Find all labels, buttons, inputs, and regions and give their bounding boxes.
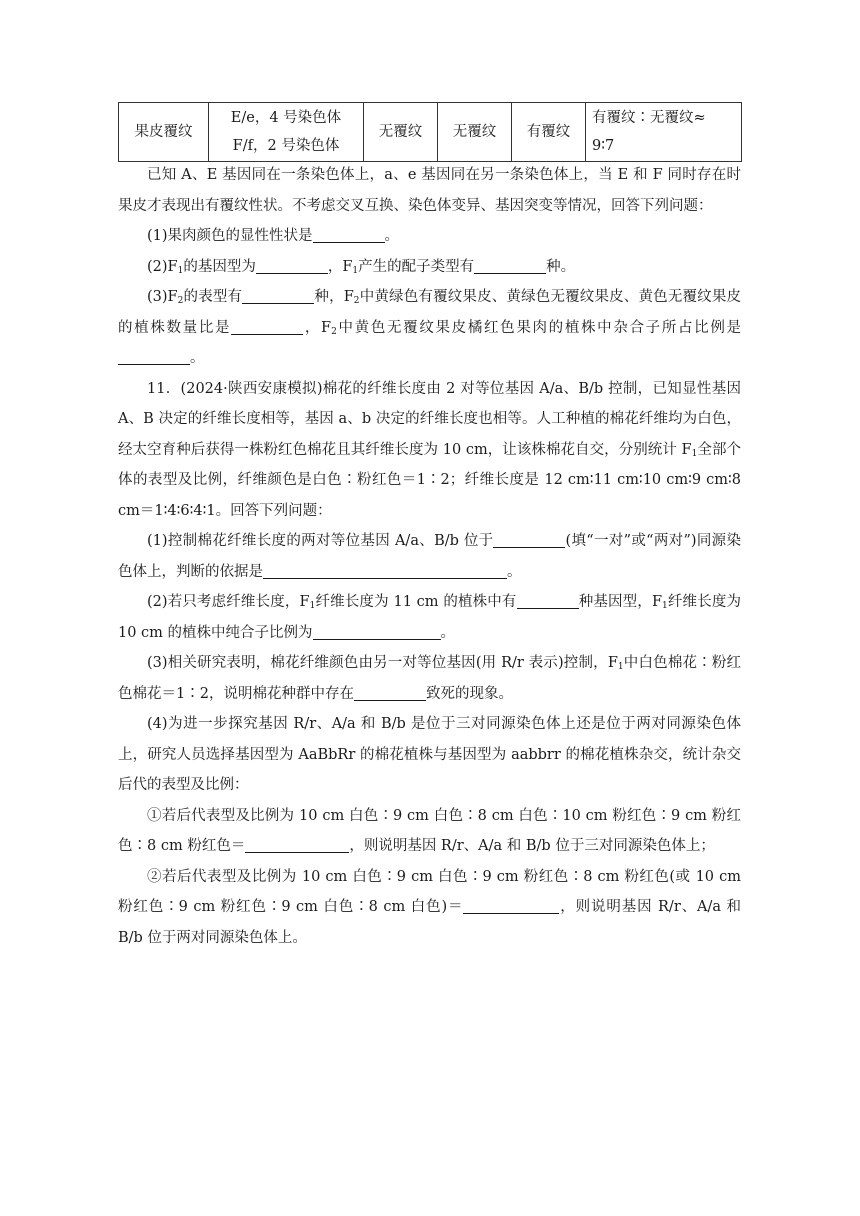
subscript: 1 [662, 601, 668, 611]
answer-blank[interactable] [118, 348, 190, 365]
q10-intro: 已知 A、E 基因同在一条染色体上，a、e 基因同在另一条染色体上，当 E 和 F 同时存在时果皮才表现出有覆纹性状。不考虑交叉互换、染色体变异、基因突变等情况，回答下列问题： [118, 167, 741, 214]
answer-blank[interactable] [517, 592, 579, 609]
q10-sub3-text: (3)F [147, 289, 178, 305]
answer-blank[interactable] [313, 226, 385, 243]
subscript: 2 [331, 326, 337, 337]
q10-sub2-text: 的基因型为 [183, 258, 256, 275]
q11-sub1-text: (填“一对”或“两对”)同源染色体上，判断的依据是 [118, 533, 741, 580]
q10-sub1 [118, 221, 741, 252]
q11-sub1-text: (1)控制棉花纤维长度的两对等位基因 A/a、B/b 位于 [147, 533, 494, 549]
q10-sub3-text: 。 [190, 350, 205, 366]
answer-blank[interactable] [245, 836, 349, 853]
answer-blank[interactable] [263, 562, 507, 579]
q11-sub2-text: (2)若只考虑纤维长度，F [147, 594, 310, 610]
parent2-cell: 无覆纹 [438, 103, 512, 162]
table-row [119, 103, 742, 162]
f2-ratio-line: 9∶7 [592, 138, 615, 154]
q10-sub3-text: ，F [303, 319, 332, 336]
subscript: 1 [691, 448, 698, 459]
q11-intro-text: 11．(2024·陕西安康模拟)棉花的纤维长度由 2 对等位基因 A/a、B/b 控制，已知显性基因 A、B 决定的纤维长度相等，基因 a、b 决定的纤维长度也相等。人工种植的棉花纤维均为白色，经太空育种后获得一株粉红色棉花且其纤维长度为 10 cm，让该株棉花自交，分别统计 F [118, 380, 741, 458]
q11-case1-text: ①若后代表型及比例为 10 cm 白色∶9 cm 白色∶8 cm 白色∶10 cm 粉红色∶9 cm 粉红色∶8 cm 粉红色＝ [118, 807, 741, 854]
q11-intro-text: 全部个体的表型及比例，纤维颜色是白色∶粉红色＝1∶2；纤维长度是 12 cm∶11 cm∶10 cm∶9 cm∶8 cm＝1∶4∶6∶4∶1。回答下列问题： [118, 441, 741, 519]
q10-sub1-text: (1)果肉颜色的显性性状是 [147, 228, 313, 244]
subscript: 2 [177, 296, 184, 306]
q11-sub2 [118, 587, 741, 648]
q11-sub1-text: 。 [507, 563, 522, 580]
answer-blank[interactable] [256, 257, 328, 274]
q10-sub2 [118, 252, 741, 283]
q10-sub2-text: 种。 [546, 258, 576, 275]
q10-sub3-text: 种，F [314, 289, 354, 305]
q10-sub3-text: 的表型有 [183, 289, 243, 305]
q11-intro [118, 374, 741, 527]
subscript: 1 [309, 601, 316, 611]
subscript: 1 [177, 265, 184, 276]
trait-table [118, 102, 742, 162]
f1-cell: 有覆纹 [512, 103, 586, 162]
q10-sub2-text: (2)F [147, 258, 178, 275]
q11-sub3-text: 中白色棉花∶粉红色棉花＝1∶2，说明棉花种群中存在 [118, 655, 742, 702]
q10-sub2-text: ，F [327, 258, 353, 275]
trait-cell: 果皮覆纹 [119, 103, 209, 162]
subscript: 1 [352, 265, 359, 276]
q11-sub2-text: 。 [440, 624, 456, 641]
q11-case2-text: ②若后代表型及比例为 10 cm 白色∶9 cm 白色∶9 cm 粉红色∶8 cm 粉红色(或 10 cm 粉红色∶9 cm 粉红色∶9 cm 白色∶8 cm 白色)＝ [118, 868, 741, 915]
question-body [118, 160, 741, 953]
q11-sub2-text: 种基因型，F [578, 594, 663, 610]
f2-ratio-line: 有覆纹∶无覆纹≈ [592, 110, 706, 126]
answer-blank[interactable] [313, 623, 441, 640]
answer-blank[interactable] [231, 318, 303, 335]
q11-case1 [118, 801, 741, 862]
q10-sub3 [118, 282, 741, 374]
gene-location-line: F/f，2 号染色体 [232, 138, 340, 154]
q11-case2-text: ，则说明基因 R/r、A/a 和 B/b 位于两对同源染色体上。 [118, 899, 741, 946]
q10-sub1-end: 。 [384, 228, 400, 244]
answer-blank[interactable] [493, 531, 565, 548]
parent1-cell: 无覆纹 [364, 103, 438, 162]
gene-location-cell [209, 103, 364, 162]
q10-sub3-text: 中黄绿色有覆纹果皮、黄绿色无覆纹果皮、黄色无覆纹果皮的植株数量比是 [118, 289, 742, 336]
q10-sub3-text: 中黄色无覆纹果皮橘红色果肉的植株中杂合子所占比例是 [336, 319, 742, 336]
subscript: 1 [617, 662, 624, 672]
q11-case1-text: ，则说明基因 R/r、A/a 和 B/b 位于三对同源染色体上； [349, 838, 715, 854]
q11-sub1 [118, 526, 741, 587]
q11-case2 [118, 862, 741, 954]
q11-sub3-text: 致死的现象。 [425, 685, 513, 702]
q11-sub3 [118, 648, 741, 709]
q11-sub4: (4)为进一步探究基因 R/r、A/a 和 B/b 是位于三对同源染色体上还是位于两对同源染色体上，研究人员选择基因型为 AaBbRr 的棉花植株与基因型为 aabbrr 的棉花植株杂交，统计杂交后代的表型及比例： [118, 716, 741, 793]
subscript: 2 [353, 296, 360, 306]
gene-location-line: E/e，4 号染色体 [230, 110, 342, 126]
q11-sub2-text: 纤维长度为 10 cm 的植株中纯合子比例为 [118, 594, 741, 641]
answer-blank[interactable] [474, 257, 546, 274]
answer-blank[interactable] [463, 897, 559, 914]
q11-sub2-text: 纤维长度为 11 cm 的植株中有 [315, 594, 517, 610]
f2-ratio-cell [586, 103, 742, 162]
answer-blank[interactable] [354, 684, 426, 701]
q11-sub3-text: (3)相关研究表明，棉花纤维颜色由另一对等位基因(用 R/r 表示)控制，F [147, 655, 618, 671]
answer-blank[interactable] [242, 287, 314, 304]
q10-sub2-text: 产生的配子类型有 [358, 258, 475, 275]
